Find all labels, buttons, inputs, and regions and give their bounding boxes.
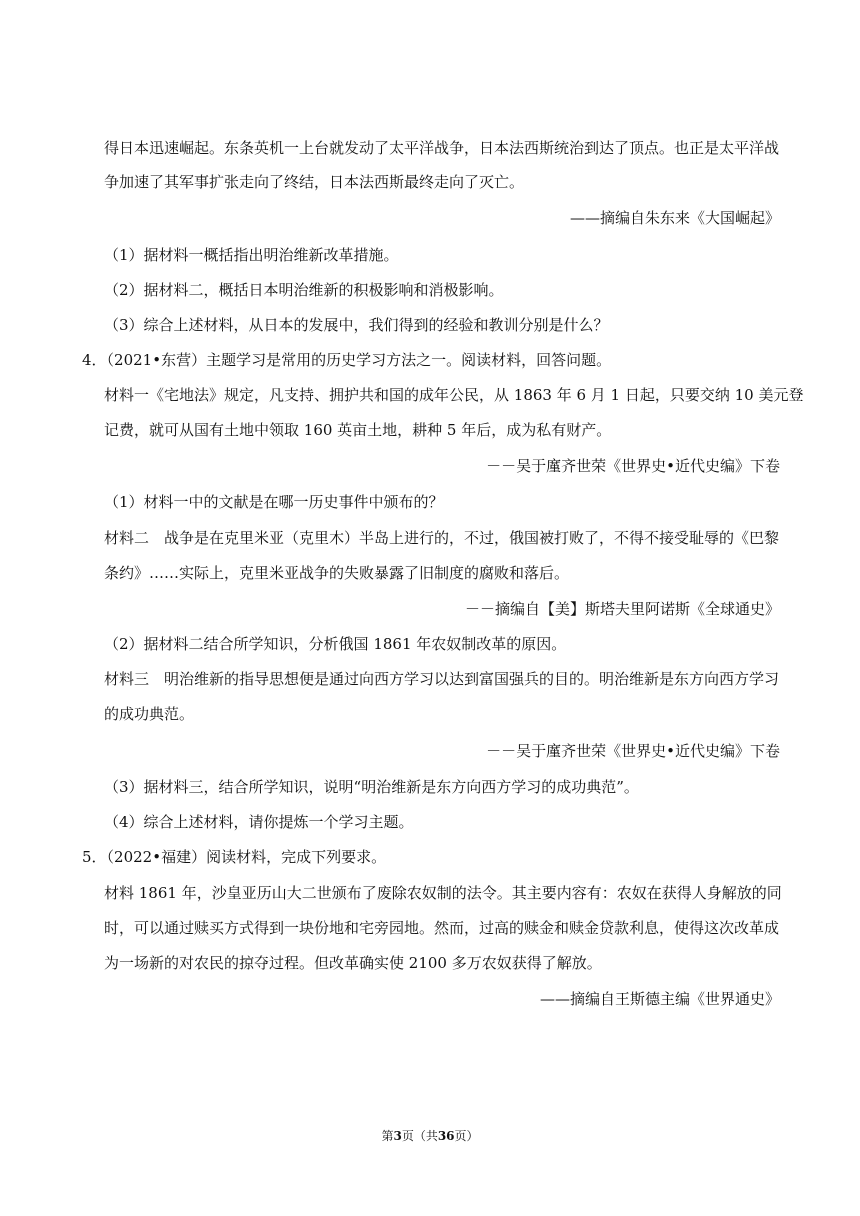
material-text: 材料三 明治维新的指导思想便是通过向西方学习以达到富国强兵的目的。明治维新是东方向西方学习 [104, 670, 780, 688]
citation: －－吴于廑齐世荣《世界史•近代史编》下卷 [486, 457, 780, 475]
material-text: 为一场新的对农民的掠夺过程。但改革确实使 2100 多万农奴获得了解放。 [104, 954, 602, 972]
material-text: 时，可以通过赎买方式得到一块份地和宅旁园地。然而，过高的赎金和赎金贷款利息，使得这次改革成 [104, 919, 780, 937]
citation: ——摘编自王斯德主编《世界通史》 [539, 990, 780, 1008]
material-text: 记费，就可从国有土地中领取 160 英亩土地，耕种 5 年后，成为私有财产。 [104, 421, 612, 439]
footer-suffix: 页） [454, 1129, 479, 1143]
material-text: 材料 1861 年，沙皇亚历山大二世颁布了废除农奴制的法令。其主要内容有：农奴在获得人身解放的同 [104, 884, 782, 902]
citation: ——摘编自朱东来《大国崛起》 [569, 209, 780, 227]
citation: －－摘编自【美】斯塔夫里阿诺斯《全球通史》 [464, 600, 780, 618]
text-line: 争加速了其军事扩张走向了终结，日本法西斯最终走向了灭亡。 [104, 173, 525, 191]
sub-question: （4）综合上述材料，请你提炼一个学习主题。 [104, 813, 414, 831]
total-pages: 36 [437, 1129, 455, 1143]
sub-question: （2）据材料二结合所学知识，分析俄国 1861 年农奴制改革的原因。 [104, 635, 567, 653]
page-number: 3 [393, 1129, 402, 1143]
sub-question: （1）材料一中的文献是在哪一历史事件中颁布的？ [104, 493, 444, 511]
sub-question: （3）综合上述材料，从日本的发展中，我们得到的经验和教训分别是什么？ [104, 316, 609, 334]
material-text: 材料一《宅地法》规定，凡支持、拥护共和国的成年公民，从 1863 年 6 月 1 日起，只要交纳 10 美元登 [104, 386, 804, 404]
material-text: 材料二 战争是在克里米亚（克里木）半岛上进行的，不过，俄国被打败了，不得不接受耻辱的《巴黎 [104, 529, 780, 547]
sub-question: （3）据材料三，结合所学知识，说明“明治维新是东方向西方学习的成功典范”。 [104, 778, 639, 796]
sub-question: （2）据材料二，概括日本明治维新的积极影响和消极影响。 [104, 281, 504, 299]
footer-mid: 页（共 [401, 1129, 438, 1143]
material-text: 的成功典范。 [104, 705, 195, 723]
question-heading: 4．（2021•东营）主题学习是常用的历史学习方法之一。阅读材料，回答问题。 [82, 351, 612, 369]
citation: －－吴于廑齐世荣《世界史•近代史编》下卷 [486, 742, 780, 760]
page-footer [0, 1128, 860, 1144]
footer-prefix: 第 [381, 1129, 394, 1143]
sub-question: （1）据材料一概括指出明治维新改革措施。 [104, 246, 399, 264]
question-heading: 5．（2022•福建）阅读材料，完成下列要求。 [82, 848, 387, 866]
material-text: 条约》……实际上，克里米亚战争的失败暴露了旧制度的腐败和落后。 [104, 564, 570, 582]
text-line: 得日本迅速崛起。东条英机一上台就发动了太平洋战争，日本法西斯统治到达了顶点。也正是太平洋战 [104, 139, 780, 157]
